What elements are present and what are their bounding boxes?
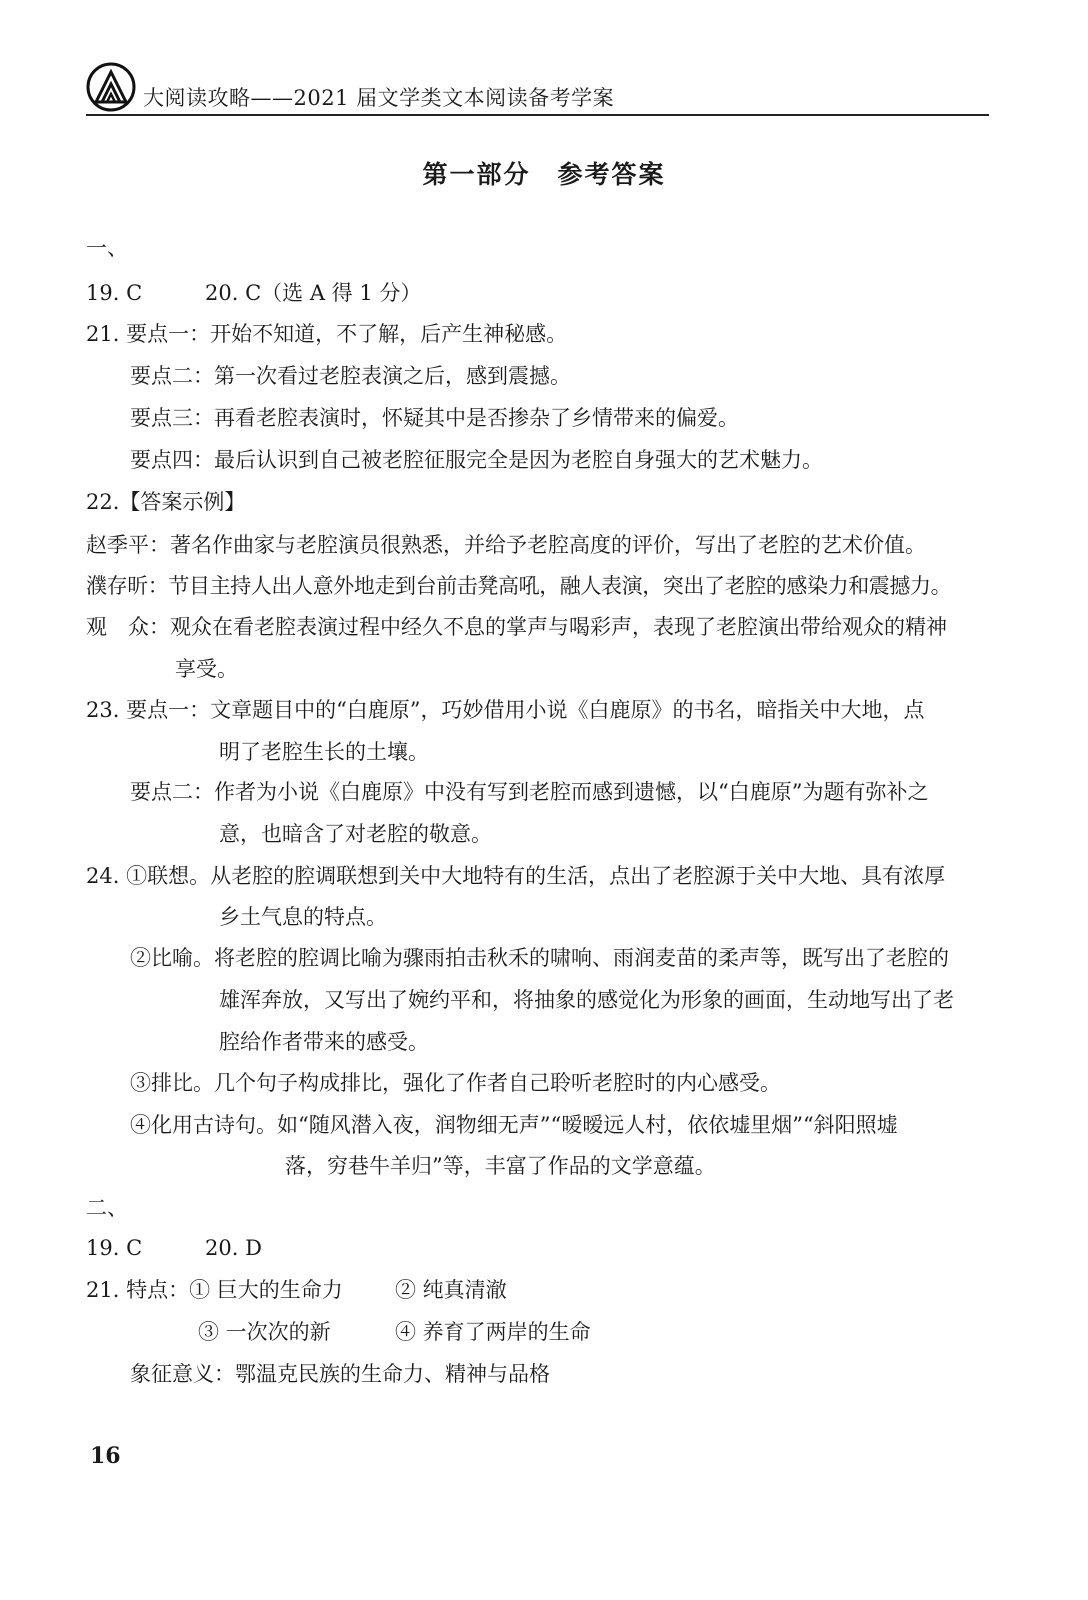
part1-answer-22-line-1: 赵季平：著名作曲家与老腔演员很熟悉，并给予老腔高度的评价，写出了老腔的艺术价值。 xyxy=(86,533,926,557)
part2-answer-20: 20. D xyxy=(205,1236,262,1260)
part1-answer-21-point-2: 要点二：第一次看过老腔表演之后，感到震撼。 xyxy=(130,364,571,388)
part1-answer-23-line-3: 要点二：作者为小说《白鹿原》中没有写到老腔而感到遗憾，以“白鹿原”为题有弥补之 xyxy=(130,780,929,804)
part1-answer-24-line-6: ③排比。几个句子构成排比，强化了作者自己聆听老腔时的内心感受。 xyxy=(130,1071,781,1095)
part1-answer-22-line-4: 享受。 xyxy=(175,657,238,681)
part1-answer-23-line-4: 意，也暗含了对老腔的敬意。 xyxy=(219,822,492,846)
part1-answer-23-line-2: 明了老腔生长的土壤。 xyxy=(219,740,429,764)
part1-answer-21-point-3: 要点三：再看老腔表演时，怀疑其中是否掺杂了乡情带来的偏爱。 xyxy=(130,406,739,430)
part1-answer-24-line-8: 落，穷巷牛羊归”等，丰富了作品的文学意蕴。 xyxy=(285,1154,716,1178)
publisher-logo-icon xyxy=(86,62,136,112)
part2-heading: 二、 xyxy=(86,1196,128,1220)
header-divider xyxy=(86,114,989,116)
part1-answer-19: 19. C xyxy=(86,281,143,305)
part1-answer-22-line-3: 观 众：观众在看老腔表演过程中经久不息的掌声与喝彩声，表现了老腔演出带给观众的精神 xyxy=(86,615,947,639)
part1-answer-24-line-5: 腔给作者带来的感受。 xyxy=(219,1030,429,1054)
part2-answer-21-feature-2: ② 纯真清澈 xyxy=(395,1278,507,1302)
part1-answer-24-line-1: 24. ①联想。从老腔的腔调联想到关中大地特有的生活，点出了老腔源于关中大地、具有浓厚 xyxy=(86,864,946,888)
part2-answer-21-feature-4: ④ 养育了两岸的生命 xyxy=(395,1320,591,1344)
part1-answer-20: 20. C（选 A 得 1 分） xyxy=(205,281,422,305)
part1-answer-24-line-4: 雄浑奔放，又写出了婉约平和，将抽象的感觉化为形象的画面，生动地写出了老 xyxy=(219,988,954,1012)
part1-answer-24-line-3: ②比喻。将老腔的腔调比喻为骤雨拍击秋禾的啸响、雨润麦苗的柔声等，既写出了老腔的 xyxy=(130,946,949,970)
part2-answer-21-feature-3: ③ 一次次的新 xyxy=(198,1320,331,1344)
part1-answer-24-line-7: ④化用古诗句。如“随风潜入夜，润物细无声”“暧暧远人村，依依墟里烟”“斜阳照墟 xyxy=(130,1113,898,1137)
part1-answer-21-point-4: 要点四：最后认识到自己被老腔征服完全是因为老腔自身强大的艺术魅力。 xyxy=(130,448,823,472)
part1-answer-22-line-2: 濮存昕：节目主持人出人意外地走到台前击凳高吼，融人表演，突出了老腔的感染力和震撼力。 xyxy=(86,574,952,598)
part1-answer-21-point-1: 21. 要点一：开始不知道，不了解，后产生神秘感。 xyxy=(86,322,568,346)
part2-answer-21-symbolism: 象征意义：鄂温克民族的生命力、精神与品格 xyxy=(130,1362,550,1386)
header-title: 大阅读攻略——2021 届文学类文本阅读备考学案 xyxy=(143,86,615,110)
part1-answer-24-line-2: 乡土气息的特点。 xyxy=(219,905,387,929)
part1-answer-23-line-1: 23. 要点一：文章题目中的“白鹿原”，巧妙借用小说《白鹿原》的书名，暗指关中大地，点 xyxy=(86,698,925,722)
part1-heading: 一、 xyxy=(86,236,128,260)
section-title: 第一部分 参考答案 xyxy=(422,160,666,189)
part1-answer-22-heading: 22.【答案示例】 xyxy=(86,490,246,514)
part2-answer-21-feature-1: 21. 特点：① 巨大的生命力 xyxy=(86,1278,343,1302)
part2-answer-19: 19. C xyxy=(86,1236,143,1260)
page-number: 16 xyxy=(90,1443,121,1469)
